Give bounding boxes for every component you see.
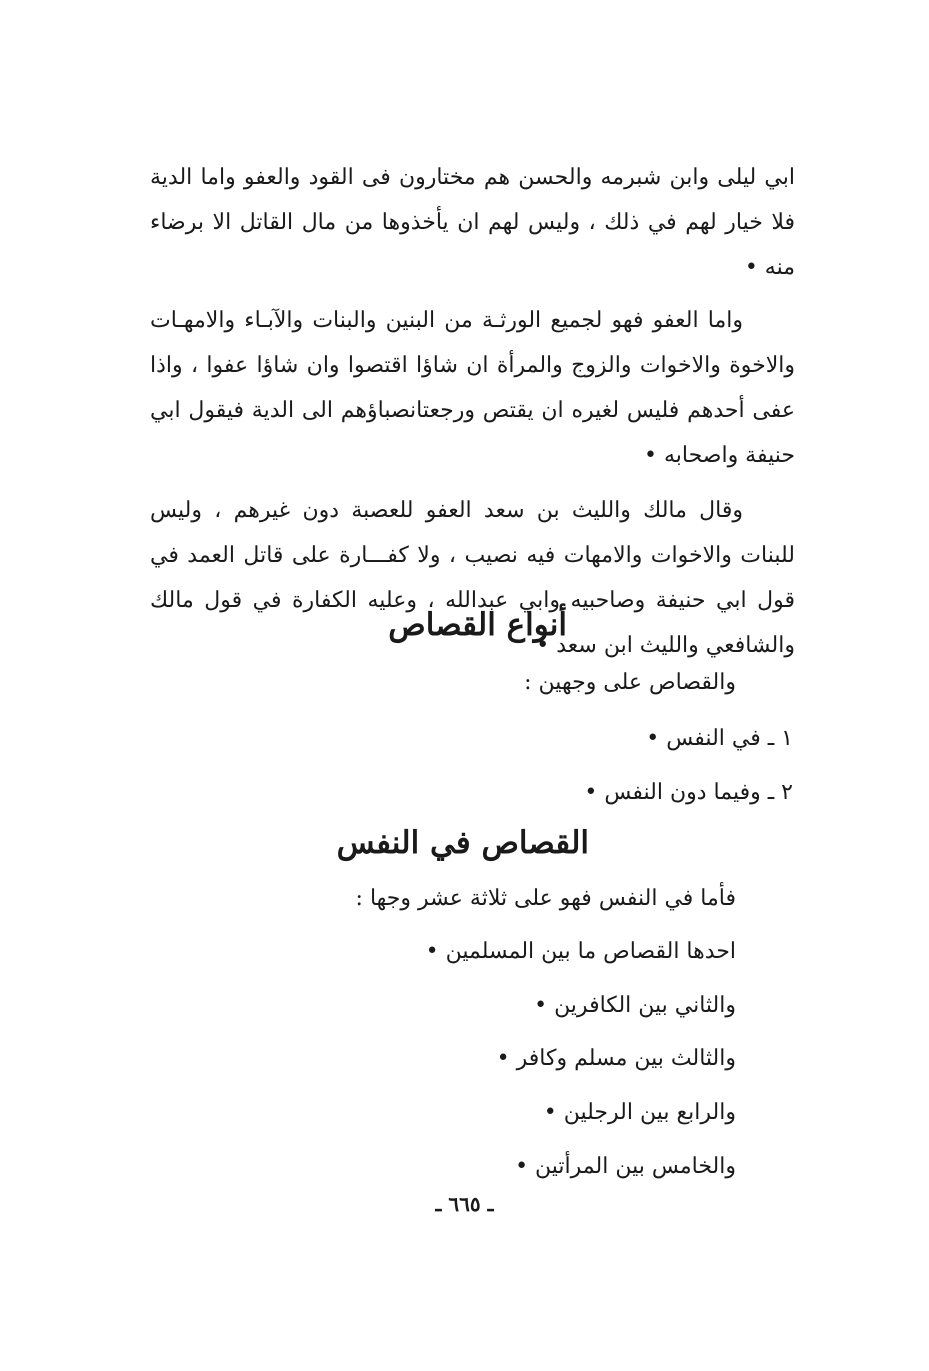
section2-item-3: والثالث بين مسلم وكافر • — [496, 1046, 736, 1071]
paragraph-1: ابي ليلى وابن شبرمه والحسن هم مختارون فى القود والعفو واما الدية فلا خيار لهم في ذلك ، وليس لهم ان يأخذوها من مال القاتل الا برضاء منه • — [150, 165, 795, 280]
section-heading-types: أنواع القصاص — [388, 607, 567, 643]
section2-item-5: والخامس بين المرأتين • — [515, 1154, 736, 1179]
section2-item-1: احدها القصاص ما بين المسلمين • — [425, 939, 736, 964]
section2-item-4: والرابع بين الرجلين • — [543, 1100, 736, 1125]
section2-item-2: والثاني بين الكافرين • — [534, 993, 736, 1018]
section2-intro: فأما في النفس فهو على ثلاثة عشر وجها : — [355, 886, 736, 911]
section1-item-1: ١ ـ في النفس • — [646, 726, 793, 751]
section-heading-soul: القصاص في النفس — [336, 825, 589, 861]
body-text — [150, 155, 795, 668]
section1-item-2: ٢ ـ وفيما دون النفس • — [584, 780, 793, 805]
paragraph-2: واما العفو فهو لجميع الورثـة من البنين والبنات والآبـاء والامهـات والاخوة والاخوات والزوج والمرأة ان شاؤا اقتصوا وان شاؤا عفوا ، واذا عفى أحدهم فليس لغيره ان يقتص ورجعتانصباؤهم الى الدية فيقول ابي حنيفة واصحابه • — [150, 308, 795, 468]
page-number: ـ ٦٦٥ ـ — [435, 1192, 494, 1216]
paragraph-3: وقال مالك والليث بن سعد العفو للعصبة دون غيرهم ، وليس للبنات والاخوات والامهات فيه نصيب ، ولا كفـــارة على قاتل العمد في قول ابي حنيفة وصاحبيه وابي عبدالله ، وعليه الكفارة في قول مالك والشافعي والليث ابن سعد • — [150, 498, 795, 658]
section1-intro: والقصاص على وجهين : — [524, 670, 736, 695]
